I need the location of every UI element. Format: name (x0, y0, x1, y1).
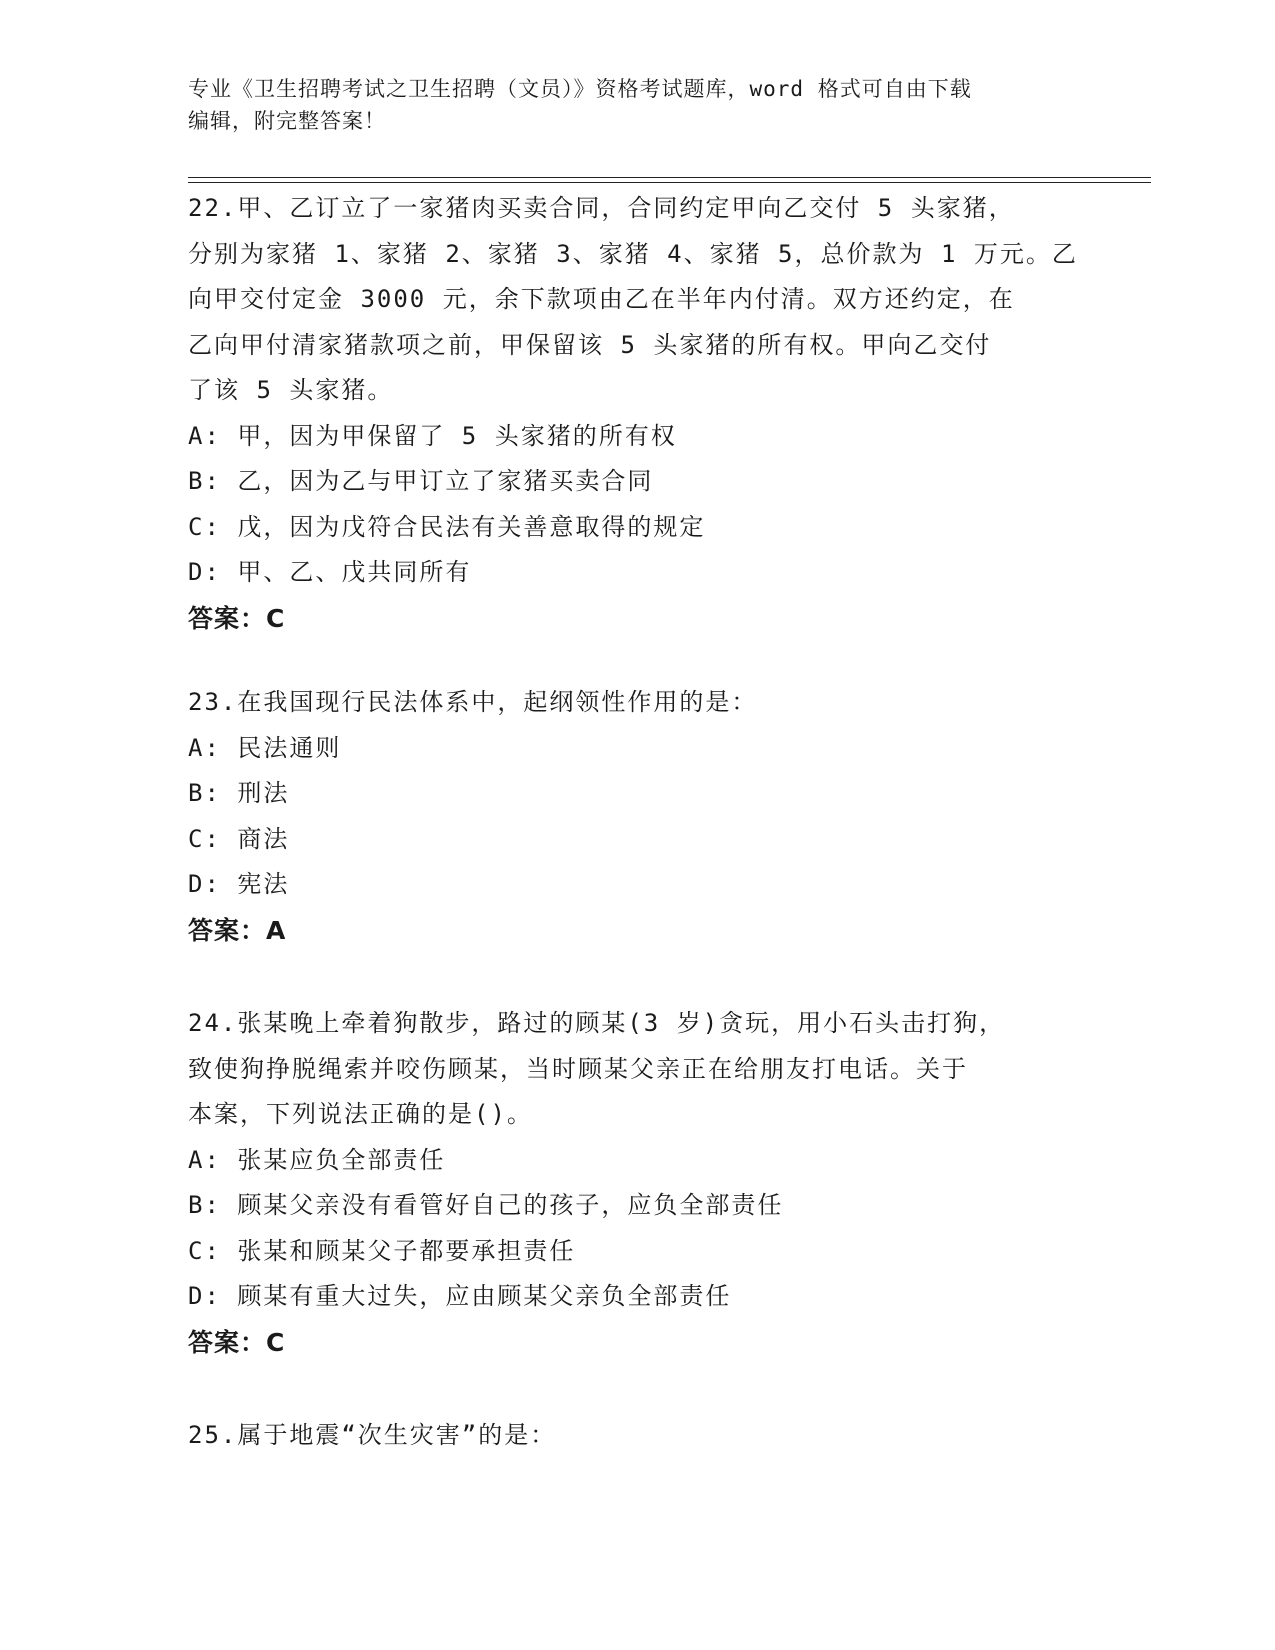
question-24 (188, 1001, 1088, 1365)
option-d: D: 顾某有重大过失，应由顾某父亲负全部责任 (188, 1282, 732, 1310)
header-line-1: 专业《卫生招聘考试之卫生招聘（文员）》资格考试题库，word 格式可自由下载 (188, 77, 972, 101)
stem-line: 25.属于地震“次生灾害”的是： (188, 1421, 557, 1449)
stem-line: 了该 5 头家猪。 (188, 376, 394, 404)
page-header (188, 73, 1088, 137)
option-c: C: 戊，因为戊符合民法有关善意取得的规定 (188, 512, 706, 541)
stem-line: 分别为家猪 1、家猪 2、家猪 3、家猪 4、家猪 5，总价款为 1 万元。乙 (188, 239, 1078, 268)
stem-line: 乙向甲付清家猪款项之前，甲保留该 5 头家猪的所有权。甲向乙交付 (188, 330, 992, 359)
answer: 答案：C (188, 603, 286, 633)
option-c: C: 商法 (188, 824, 290, 853)
option-b: B: 乙，因为乙与甲订立了家猪买卖合同 (188, 467, 654, 495)
option-d: D: 甲、乙、戊共同所有 (188, 558, 472, 586)
option-c: C: 张某和顾某父子都要承担责任 (188, 1236, 576, 1265)
stem-line: 向甲交付定金 3000 元，余下款项由乙在半年内付清。双方还约定，在 (188, 285, 1015, 313)
question-stem (188, 680, 1088, 726)
question-22 (188, 186, 1088, 641)
stem-line: 24.张某晚上牵着狗散步，路过的顾某(3 岁)贪玩，用小石头击打狗， (188, 1009, 1006, 1037)
stem-line: 本案，下列说法正确的是()。 (188, 1100, 533, 1128)
question-23 (188, 680, 1088, 953)
question-stem (188, 1001, 1088, 1138)
answer: 答案：C (188, 1327, 286, 1357)
option-d: D: 宪法 (188, 870, 290, 898)
option-a: A: 张某应负全部责任 (188, 1145, 446, 1174)
option-b: B: 顾某父亲没有看管好自己的孩子，应负全部责任 (188, 1191, 784, 1219)
header-divider-bottom (188, 182, 1151, 183)
option-b: B: 刑法 (188, 779, 290, 807)
stem-line: 23.在我国现行民法体系中，起纲领性作用的是： (188, 688, 758, 716)
option-a: A: 甲，因为甲保留了 5 头家猪的所有权 (188, 421, 677, 450)
header-divider-top (188, 177, 1151, 178)
header-line-2: 编辑，附完整答案！ (188, 109, 386, 133)
stem-line: 致使狗挣脱绳索并咬伤顾某，当时顾某父亲正在给朋友打电话。关于 (188, 1054, 968, 1083)
stem-line: 22.甲、乙订立了一家猪肉买卖合同，合同约定甲向乙交付 5 头家猪， (188, 194, 1015, 222)
question-stem (188, 1413, 1088, 1459)
question-stem (188, 186, 1088, 414)
question-25 (188, 1413, 1088, 1459)
answer: 答案：A (188, 915, 287, 945)
option-a: A: 民法通则 (188, 733, 342, 762)
